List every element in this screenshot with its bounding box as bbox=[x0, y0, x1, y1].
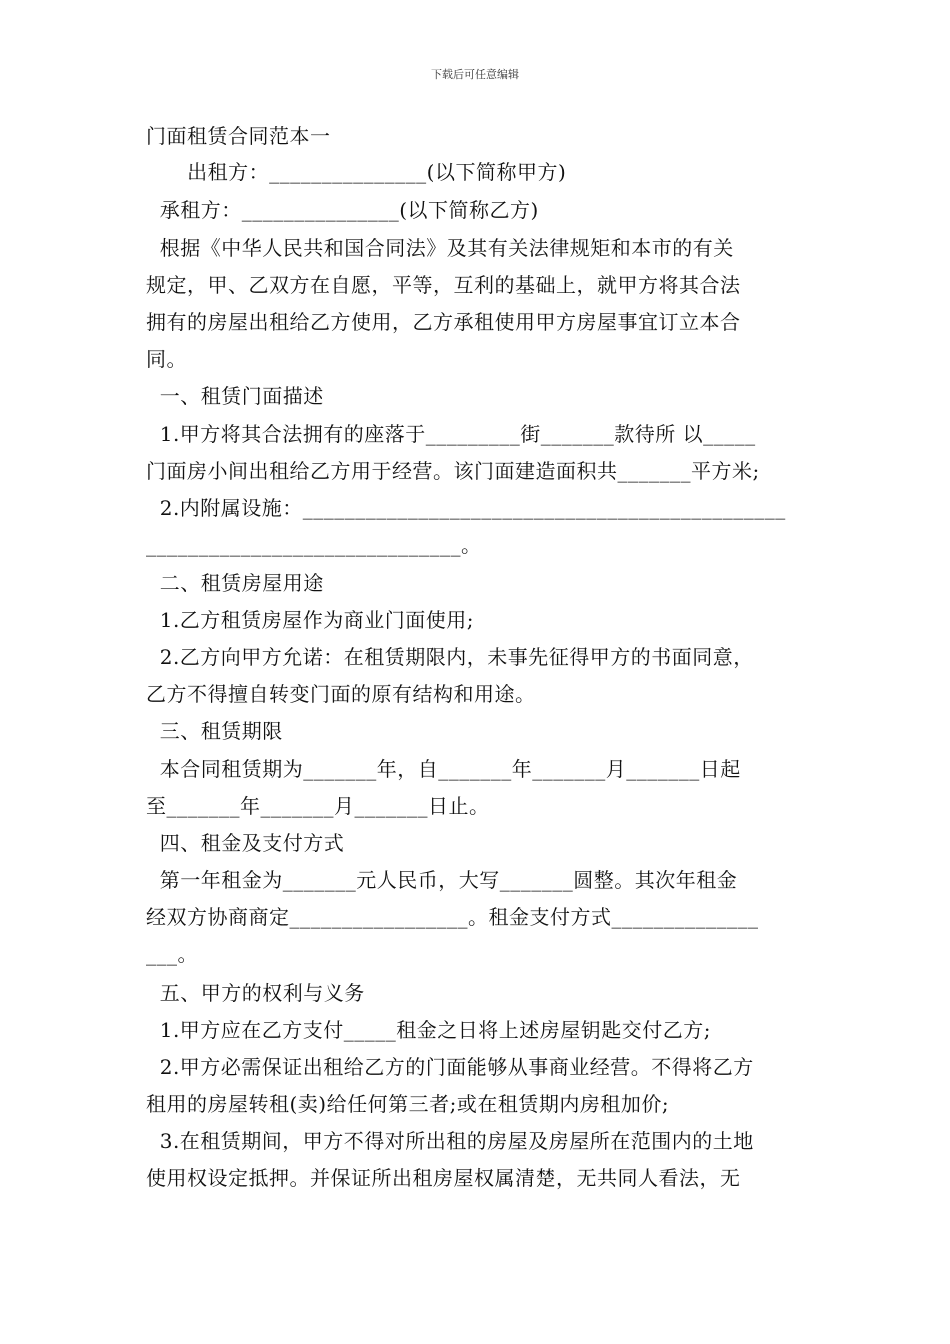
paragraph-line: ______________________________。 bbox=[146, 533, 482, 557]
paragraph-line: 经双方协商商定_________________。租金支付方式______________ bbox=[146, 905, 759, 929]
paragraph-line: 乙方不得擅自转变门面的原有结构和用途。 bbox=[146, 682, 536, 706]
paragraph-line: ___。 bbox=[146, 942, 198, 966]
section-heading: 四、租金及支付方式 bbox=[146, 831, 345, 855]
paragraph-line: 1.乙方租赁房屋作为商业门面使用; bbox=[146, 608, 475, 632]
paragraph-line: 规定，甲、乙双方在自愿，平等，互利的基础上，就甲方将其合法 bbox=[146, 273, 741, 297]
paragraph-line: 门面房小间出租给乙方用于经营。该门面建造面积共_______平方米; bbox=[146, 459, 760, 483]
paragraph-line: 本合同租赁期为_______年，自_______年_______月_______日起 bbox=[146, 757, 741, 781]
paragraph-line: 3.在租赁期间，甲方不得对所出租的房屋及房屋所在范围内的土地 bbox=[146, 1129, 754, 1153]
paragraph-line: 使用权设定抵押。并保证所出租房屋权属清楚，无共同人看法，无 bbox=[146, 1166, 741, 1190]
section-heading: 三、租赁期限 bbox=[146, 719, 283, 743]
section-heading: 一、租赁门面描述 bbox=[146, 384, 324, 408]
section-heading: 五、甲方的权利与义务 bbox=[146, 981, 365, 1005]
lessor-line: 出租方：_______________(以下简称甲方) bbox=[146, 160, 567, 184]
paragraph-line: 租用的房屋转租(卖)给任何第三者;或在租赁期内房租加价; bbox=[146, 1092, 670, 1116]
paragraph-line: 2.内附属设施：______________________________________________ bbox=[146, 496, 786, 520]
paragraph-line: 同。 bbox=[146, 347, 187, 371]
section-heading: 二、租赁房屋用途 bbox=[146, 571, 324, 595]
paragraph-line: 2.甲方必需保证出租给乙方的门面能够从事商业经营。不得将乙方 bbox=[146, 1055, 754, 1079]
paragraph-line: 根据《中华人民共和国合同法》及其有关法律规矩和本市的有关 bbox=[146, 236, 734, 260]
paragraph-line: 至_______年_______月_______日止。 bbox=[146, 794, 490, 818]
paragraph-line: 拥有的房屋出租给乙方使用，乙方承租使用甲方房屋事宜订立本合 bbox=[146, 310, 741, 334]
paragraph-line: 1.甲方将其合法拥有的座落于_________街_______款待所 以_____ bbox=[146, 422, 756, 446]
paragraph-line: 第一年租金为_______元人民币，大写_______圆整。其次年租金 bbox=[146, 868, 738, 892]
paragraph-line: 2.乙方向甲方允诺：在租赁期限内，未事先征得甲方的书面同意， bbox=[146, 645, 754, 669]
lessee-line: 承租方：_______________(以下简称乙方) bbox=[146, 198, 539, 222]
doc-title: 门面租赁合同范本一 bbox=[146, 124, 331, 148]
paragraph-line: 1.甲方应在乙方支付_____租金之日将上述房屋钥匙交付乙方; bbox=[146, 1018, 712, 1042]
page-header: 下载后可任意编辑 bbox=[431, 68, 519, 81]
